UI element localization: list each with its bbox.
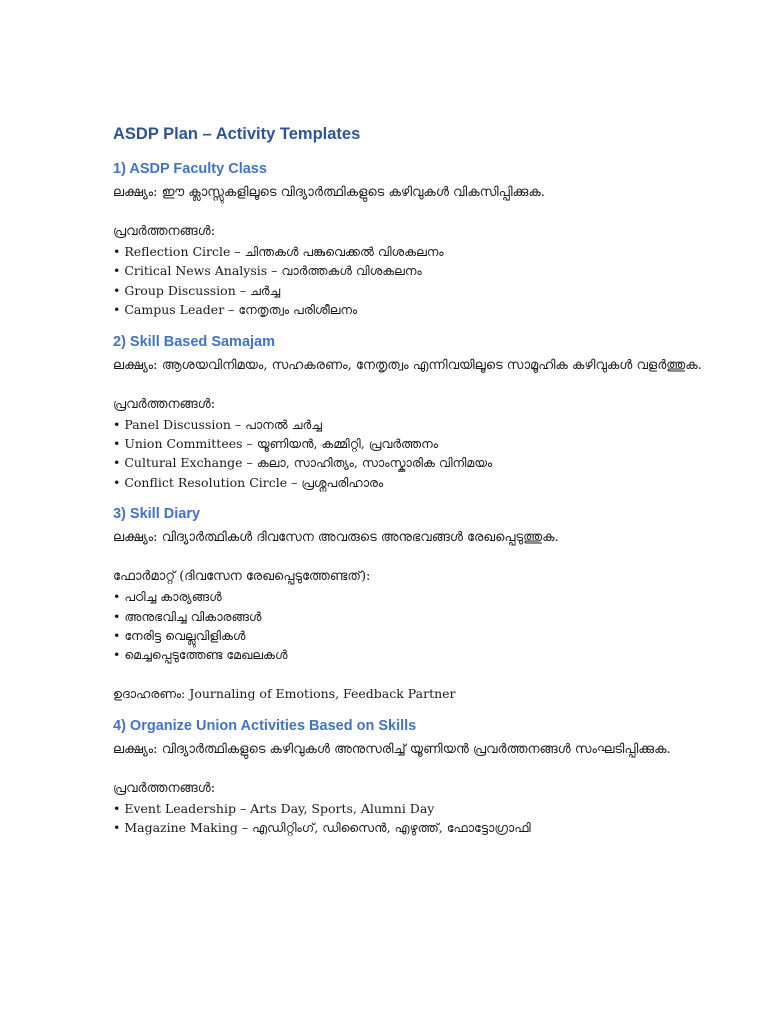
- list-item: • Conflict Resolution Circle – പ്രശ്നപരിഹാരം: [113, 474, 384, 490]
- example-line: ഉദാഹരണം: Journaling of Emotions, Feedback Partner: [113, 685, 456, 701]
- list-item: • Union Committees – യൂണിയൻ, കമ്മിറ്റി, പ്രവർത്തനം: [113, 436, 438, 452]
- list-item: • Cultural Exchange – കലാ, സാഹിത്യം, സാംസ്കാരിക വിനിമയം: [113, 455, 493, 471]
- list-item: • Event Leadership – Arts Day, Sports, Alumni Day: [113, 800, 435, 816]
- list-item: • Critical News Analysis – വാർത്തകൾ വിശകലനം: [113, 263, 422, 279]
- list-item: • മെച്ചപ്പെടുത്തേണ്ട മേഖലകൾ: [113, 647, 288, 663]
- section-heading: 1) ASDP Faculty Class: [113, 161, 267, 177]
- section-heading: 2) Skill Based Samajam: [113, 333, 275, 350]
- section-skill-samajam: [113, 332, 708, 493]
- section-faculty-class: [113, 159, 708, 320]
- list-item: • നേരിട്ട വെല്ലുവിളികൾ: [113, 628, 246, 644]
- section-union-activities: [113, 716, 708, 838]
- list-item: • Magazine Making – എഡിറ്റിംഗ്, ഡിസൈൻ, എഴുത്ത്, ഫോട്ടോഗ്രാഫി: [113, 820, 531, 836]
- section-objective: ലക്ഷ്യം: ആശയവിനിമയം, സഹകരണം, നേതൃത്വം എന്നിവയിലൂടെ സാമൂഹിക കഴിവുകൾ വളർത്തുക.: [113, 357, 702, 373]
- list-label: പ്രവർത്തനങ്ങൾ:: [113, 224, 216, 239]
- section-objective: ലക്ഷ്യം: വിദ്യാർത്ഥികൾ ദിവസേന അവരുടെ അനുഭവങ്ങൾ രേഖപ്പെടുത്തുക.: [113, 530, 559, 546]
- list-item: • Panel Discussion – പാനൽ ചർച്ച: [113, 416, 322, 432]
- list-label: പ്രവർത്തനങ്ങൾ:: [113, 780, 216, 796]
- section-heading: 3) Skill Diary: [113, 506, 201, 523]
- activity-list: [113, 799, 708, 838]
- list-item: • Reflection Circle – ചിന്തകൾ പങ്കുവെക്കൽ വിശകലനം: [113, 244, 444, 259]
- list-item: • Group Discussion – ചർച്ച: [113, 282, 281, 298]
- list-label: പ്രവർത്തനങ്ങൾ:: [113, 396, 216, 412]
- list-item: • അനുഭവിച്ച വികാരങ്ങൾ: [113, 608, 262, 624]
- activity-list: [113, 242, 708, 320]
- section-objective: ലക്ഷ്യം: വിദ്യാർത്ഥികളുടെ കഴിവുകൾ അനുസരിച്ച് യൂണിയൻ പ്രവർത്തനങ്ങൾ സംഘടിപ്പിക്കുക.: [113, 741, 671, 757]
- section-objective: ലക്ഷ്യം: ഈ ക്ലാസ്സുകളിലൂടെ വിദ്യാർത്ഥികളുടെ കഴിവുകൾ വികസിപ്പിക്കുക.: [113, 185, 545, 200]
- section-heading: 4) Organize Union Activities Based on Skills: [113, 717, 417, 734]
- activity-list: [113, 415, 708, 493]
- format-list: [113, 587, 708, 665]
- list-item: • Campus Leader – നേതൃത്വം പരിശീലനം: [113, 302, 358, 318]
- list-label: ഫോർമാറ്റ് (ദിവസേന രേഖപ്പെടുത്തേണ്ടത്):: [113, 569, 371, 585]
- list-item: • പഠിച്ച കാര്യങ്ങൾ: [113, 589, 222, 605]
- section-skill-diary: [113, 504, 708, 704]
- document-title: ASDP Plan – Activity Templates: [113, 125, 361, 143]
